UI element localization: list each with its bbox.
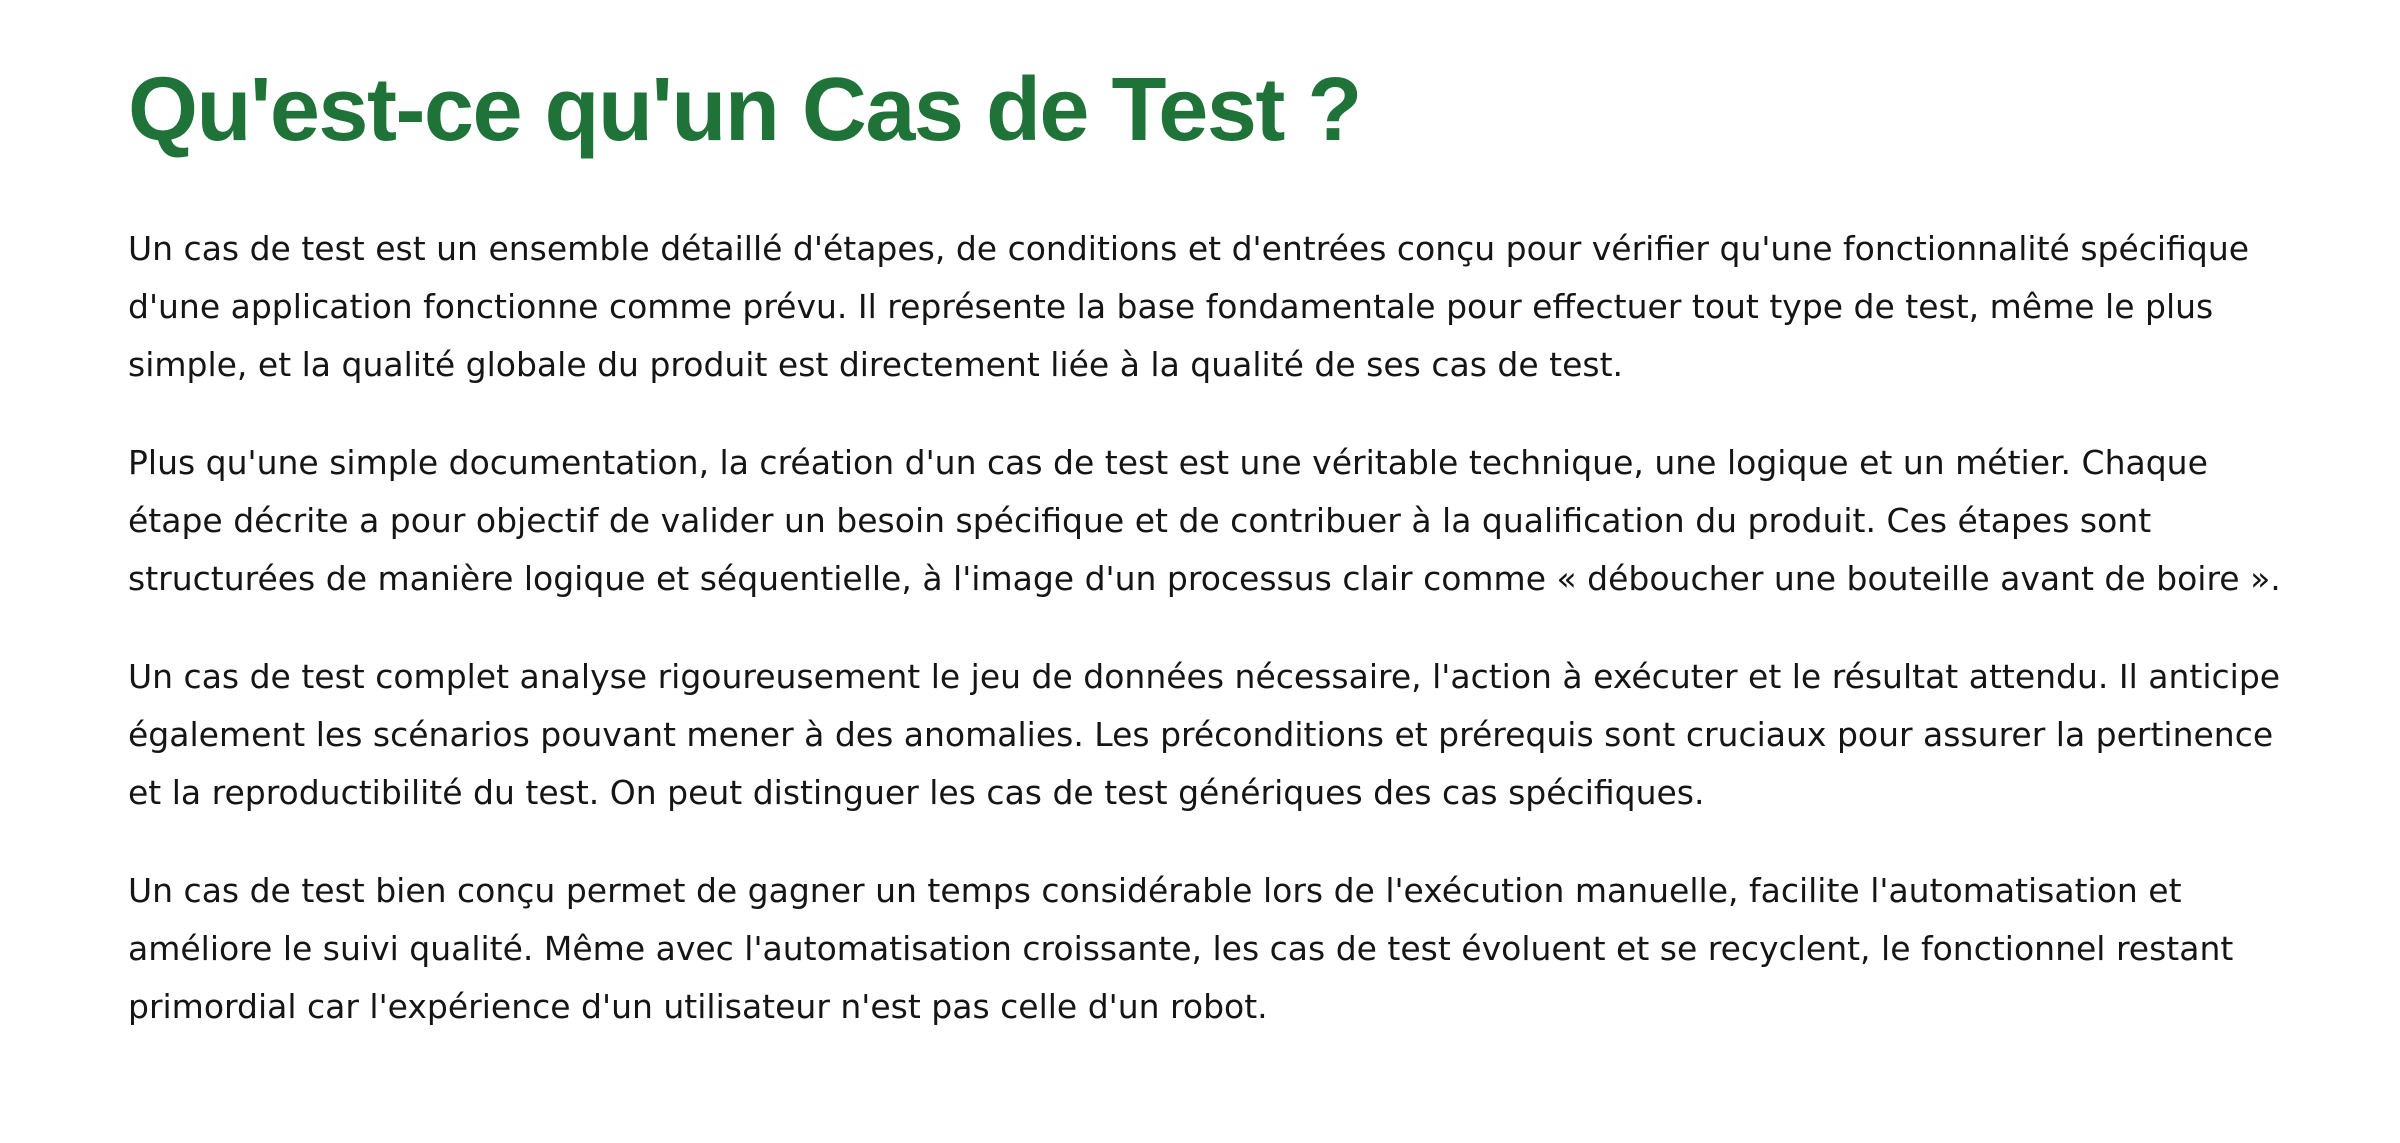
article [128, 60, 2308, 1076]
paragraph-technique: Plus qu'une simple documentation, la création d'un cas de test est une véritable technique, une logique et un métier. Chaque étape décrite a pour objectif de valider un besoin spécifique et de contribuer à la qualification du produit. Ces étapes sont structurées de manière logique et séquentielle, à l'image d'un processus clair comme « déboucher une bouteille avant de boire ». [128, 443, 2281, 598]
paragraph-definition: Un cas de test est un ensemble détaillé d'étapes, de conditions et d'entrées conçu pour vérifier qu'une fonctionnalité spécifique d'une application fonctionne comme prévu. Il représente la base fondamentale pour effectuer tout type de test, même le plus simple, et la qualité globale du produit est directement liée à la qualité de ses cas de test. [128, 229, 2250, 384]
page-title: Qu'est-ce qu'un Cas de Test ? [128, 60, 1361, 160]
paragraph-analysis: Un cas de test complet analyse rigoureusement le jeu de données nécessaire, l'action à exécuter et le résultat attendu. Il anticipe également les scénarios pouvant mener à des anomalies. Les préconditions et prérequis sont cruciaux pour assurer la pertinence et la reproductibilité du test. On peut distinguer les cas de test génériques des cas spécifiques. [128, 657, 2281, 812]
paragraph-benefits: Un cas de test bien conçu permet de gagner un temps considérable lors de l'exécution manuelle, facilite l'automatisation et améliore le suivi qualité. Même avec l'automatisation croissante, les cas de test évoluent et se recyclent, le fonctionnel restant primordial car l'expérience d'un utilisateur n'est pas celle d'un robot. [128, 871, 2234, 1026]
